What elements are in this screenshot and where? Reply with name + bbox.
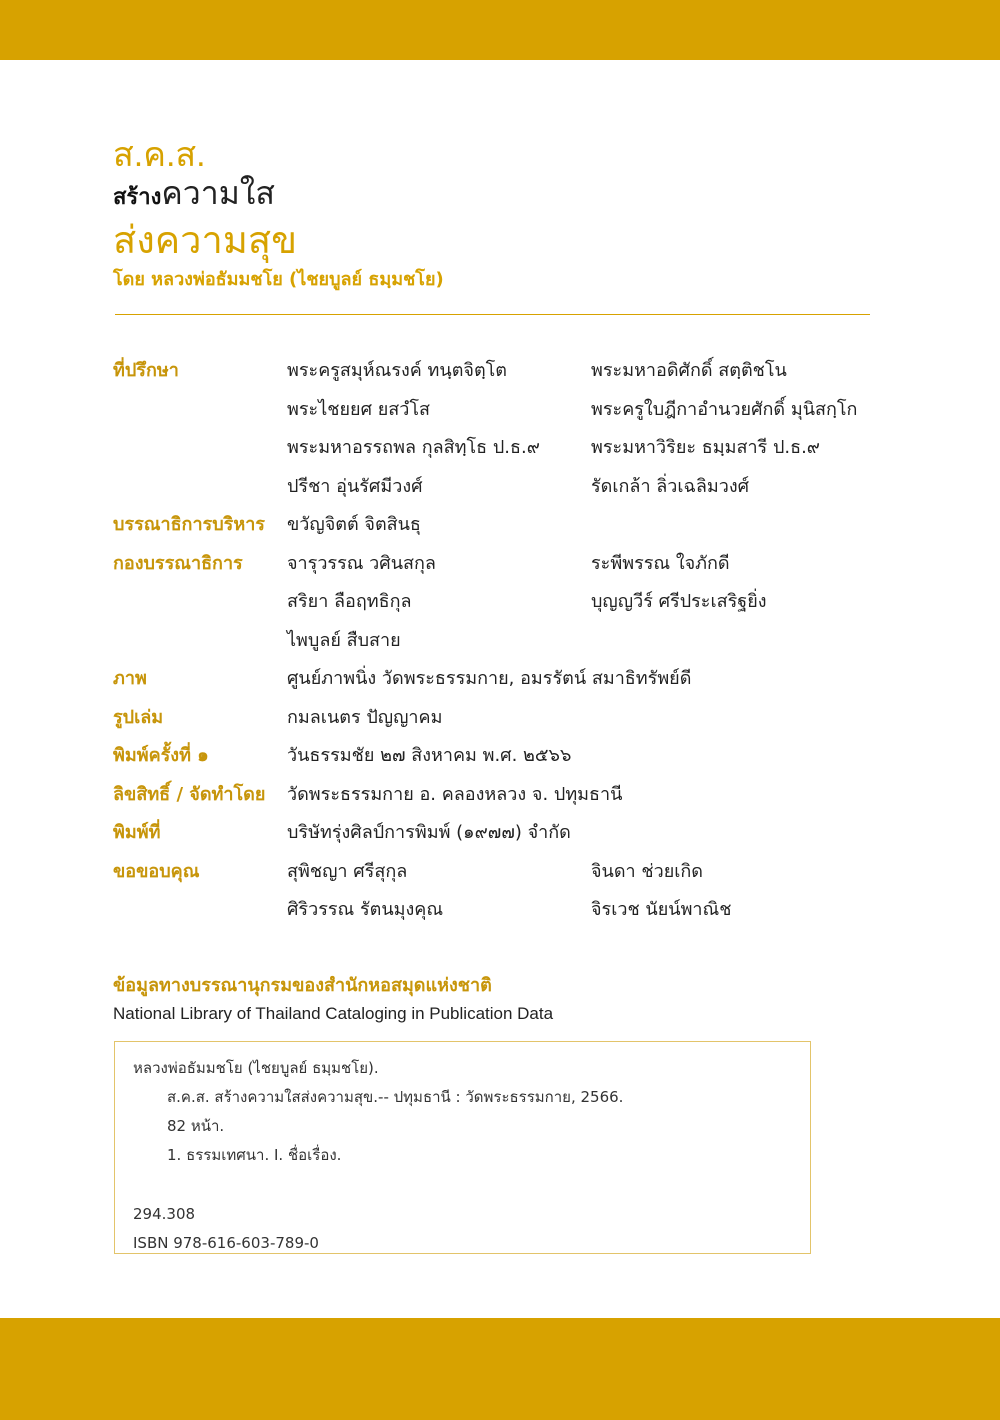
credit-row [113, 891, 893, 930]
credit-name: จิรเวช นัยน์พาณิช [591, 899, 732, 920]
top-color-band [0, 0, 1000, 60]
credit-name: วัดพระธรรมกาย อ. คลองหลวง จ. ปทุมธานี [287, 783, 623, 805]
cip-subjects: 1. ธรรมเทศนา. I. ชื่อเรื่อง. [167, 1146, 342, 1164]
credit-row [113, 352, 893, 391]
credit-name: ขวัญจิตต์ จิตสินธุ [287, 514, 421, 535]
divider-line [115, 314, 870, 315]
credit-row [113, 506, 893, 545]
credit-name: สริยา ลือฤทธิกุล [287, 591, 412, 612]
credit-name: ระพีพรรณ ใจภักดี [591, 552, 730, 574]
credit-name: พระครูใบฎีกาอำนวยศักดิ์ มุนิสกฺโก [591, 398, 858, 420]
credit-label: ที่ปรึกษา [113, 360, 179, 381]
cip-isbn: ISBN 978-616-603-789-0 [133, 1234, 319, 1252]
credit-name: พระมหาวิริยะ ธมฺมสารี ป.ธ.๙ [591, 437, 820, 458]
cip-pages: 82 หน้า. [167, 1117, 225, 1135]
credit-row [113, 814, 893, 853]
author-byline: โดย หลวงพ่อธัมมชโย (ไชยบูลย์ ธมฺมชโย) [113, 269, 444, 290]
bottom-color-band [0, 1318, 1000, 1420]
credit-row [113, 391, 893, 430]
credit-row [113, 583, 893, 622]
credit-label: รูปเล่ม [113, 706, 164, 728]
credit-label: ภาพ [113, 668, 147, 689]
credit-row [113, 622, 893, 661]
credits-list [113, 352, 893, 930]
cip-title: ส.ค.ส. สร้างความใสส่งความสุข.-- ปทุมธานี : วัดพระธรรมกาย, 2566. [167, 1088, 624, 1106]
credit-name: พระครูสมุห์ณรงค์ ทนฺตจิตฺโต [287, 360, 507, 381]
cip-author: หลวงพ่อธัมมชโย (ไชยบูลย์ ธมฺมชโย). [133, 1059, 379, 1077]
credit-name: ศิริวรรณ รัตนมุงคุณ [287, 899, 444, 920]
cip-heading [113, 972, 553, 1028]
credit-row [113, 429, 893, 468]
credit-label: ลิขสิทธิ์ / จัดทำโดย [113, 783, 266, 805]
cip-heading-thai: ข้อมูลทางบรรณานุกรมของสำนักหอสมุดแห่งชาติ [113, 975, 492, 996]
credit-name: พระไชยยศ ยสวํโส [287, 398, 431, 420]
credit-label: พิมพ์ที่ [113, 822, 161, 843]
credit-name: พระมหาอรรถพล กุลสิทฺโธ ป.ธ.๙ [287, 437, 540, 458]
credit-row [113, 699, 893, 738]
title-block [113, 135, 444, 293]
title-line-2 [113, 173, 444, 217]
cip-classification: 294.308 [133, 1205, 196, 1223]
credit-name: จารุวรรณ วศินสกุล [287, 552, 436, 574]
credit-label: ขอขอบคุณ [113, 860, 200, 882]
credit-name: ไพบูลย์ สืบสาย [287, 629, 401, 651]
cip-record-box [114, 1041, 811, 1254]
credit-label: พิมพ์ครั้งที่ ๑ [113, 745, 209, 766]
credit-row [113, 660, 893, 699]
credit-name: วันธรรมชัย ๒๗ สิงหาคม พ.ศ. ๒๕๖๖ [287, 745, 572, 766]
title-line-1: ส.ค.ส. [113, 136, 206, 174]
credit-row [113, 545, 893, 584]
credit-name: ศูนย์ภาพนิ่ง วัดพระธรรมกาย, อมรรัตน์ สมาธิทรัพย์ดี [287, 668, 692, 689]
credit-name: สุพิชญา ศรีสุกุล [287, 860, 408, 882]
credit-label: กองบรรณาธิการ [113, 552, 243, 574]
credit-row [113, 776, 893, 815]
credit-name: ปรีชา อุ่นรัศมีวงศ์ [287, 475, 423, 497]
credit-name: บริษัทรุ่งศิลป์การพิมพ์ (๑๙๗๗) จำกัด [287, 822, 571, 843]
credit-label: บรรณาธิการบริหาร [113, 514, 265, 535]
title-line-2-bold: สร้าง [113, 184, 162, 209]
credit-name: กมลเนตร ปัญญาคม [287, 706, 443, 728]
credit-row [113, 737, 893, 776]
credit-row [113, 468, 893, 507]
credit-name: จินดา ช่วยเกิด [591, 860, 703, 882]
cip-heading-english: National Library of Thailand Cataloging in Publication Data [113, 1004, 554, 1023]
credit-name: บุญญวีร์ ศรีประเสริฐยิ่ง [591, 591, 767, 612]
credit-name: รัดเกล้า ลิ่วเฉลิมวงศ์ [591, 475, 750, 497]
credit-row [113, 853, 893, 892]
title-line-2-light: ความใส [161, 175, 275, 211]
credit-name: พระมหาอดิศักดิ์ สตฺติชโน [591, 360, 787, 381]
title-line-3: ส่งความสุข [113, 220, 298, 262]
